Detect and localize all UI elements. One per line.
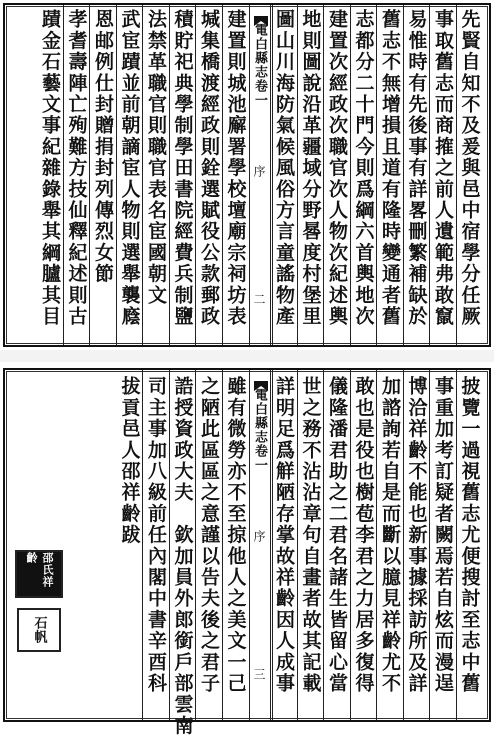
text-column: 圖山川海防氣候風俗方言童謠物產 [273,9,295,327]
text-column: 法禁革職官則職官表名宦國朝文 [145,9,167,306]
text-column: 孝耆壽陣亡殉難方技仙釋紀述則古 [65,9,88,327]
page-number: 三 [252,668,266,680]
seal-stamp-upper: 邵氏祥齡 [15,550,63,598]
upper-page-frame [3,3,491,347]
page-number: 二 [252,293,266,305]
text-column: 事取舊志而商搉之前人遺範弗敢竄 [432,9,454,327]
banner-section: 序 [252,530,266,542]
text-column: 先賢自知不及爰與邑中宿學分任厥 [458,9,481,327]
text-column: 世之務不沾沾章句自畫者故其記載 [299,376,322,694]
banner-volume: 卷一 [252,79,267,107]
text-column: 事重加考訂疑者闕焉若自炫而漫逞 [432,376,454,694]
text-column: 加諮詢若自是而斷以臆見祥齡尤不 [379,376,401,694]
banner-section: 序 [252,165,266,177]
text-column: 建置次經政次職官次人物次紀述輿 [326,9,348,327]
text-column: 舊志不無增損且道有隆時變通者舊 [379,9,401,327]
text-column: 司主事加八級前任內閣中書辛酉科 [145,376,167,694]
lower-page [0,362,494,736]
text-column: 雖有微勞亦不至掠他人之美文一己 [224,376,247,694]
text-column: 詳明足爲觧陋存掌故祥齡因人成事 [273,376,295,694]
text-column: 恩邮例仕封贈捐封列傳烈女節 [92,9,114,285]
text-column: 積貯祀典學制學田書院經費兵制鹽 [171,9,194,327]
text-column: 志都分二十門今則爲綱六首輿地次 [352,9,375,327]
upper-page [0,0,494,350]
text-column: 博洽祥齡不能也新事據採訪所及詳 [405,376,428,694]
text-column: 堿集橋渡經政則銓選賦役公款郵政 [198,9,220,327]
center-banner [249,5,273,345]
banner-title: 電白縣志 [252,23,267,79]
text-column: 之陋此區區之意謹以告夫後之君子 [198,376,220,694]
banner-volume: 卷一 [252,444,267,472]
text-column: 儀隆潘君助之二君名諸生皆留心當 [326,376,348,694]
text-column: 拔貢邑人邵祥齡跋 [118,376,141,546]
lower-page-frame [3,368,491,736]
text-column: 武宦蹟並前朝謫宦人物則選舉襲廕 [118,9,141,327]
banner-title: 電白縣志 [252,388,267,444]
text-column: 易惟時有先後事有詳畧刪繁補缺於 [405,9,428,327]
lower-text-columns [5,370,489,736]
fish-tail-mark [254,11,268,21]
seal-stamp-lower: 石帆 [17,608,61,652]
upper-text-columns [5,5,489,345]
text-column: 地則圖說沿革疆域分野晷度村堡里 [299,9,322,327]
page-gutter [0,350,494,362]
center-banner [249,370,273,720]
text-column: 敢也是役也樹苞李君之力居多復得 [352,376,375,694]
text-column: 誥授資政大夫 欽加員外郎銜戶部雲南 [171,376,194,736]
text-column: 建置則城池廨署學校壇廟宗祠坊表 [224,9,247,327]
fish-tail-mark [254,376,268,386]
text-column: 蹟金石藝文事紀雜錄舉其綱臚其目 [39,9,61,327]
text-column: 披覽一過視舊志尤便搜討至志中舊 [458,376,481,694]
